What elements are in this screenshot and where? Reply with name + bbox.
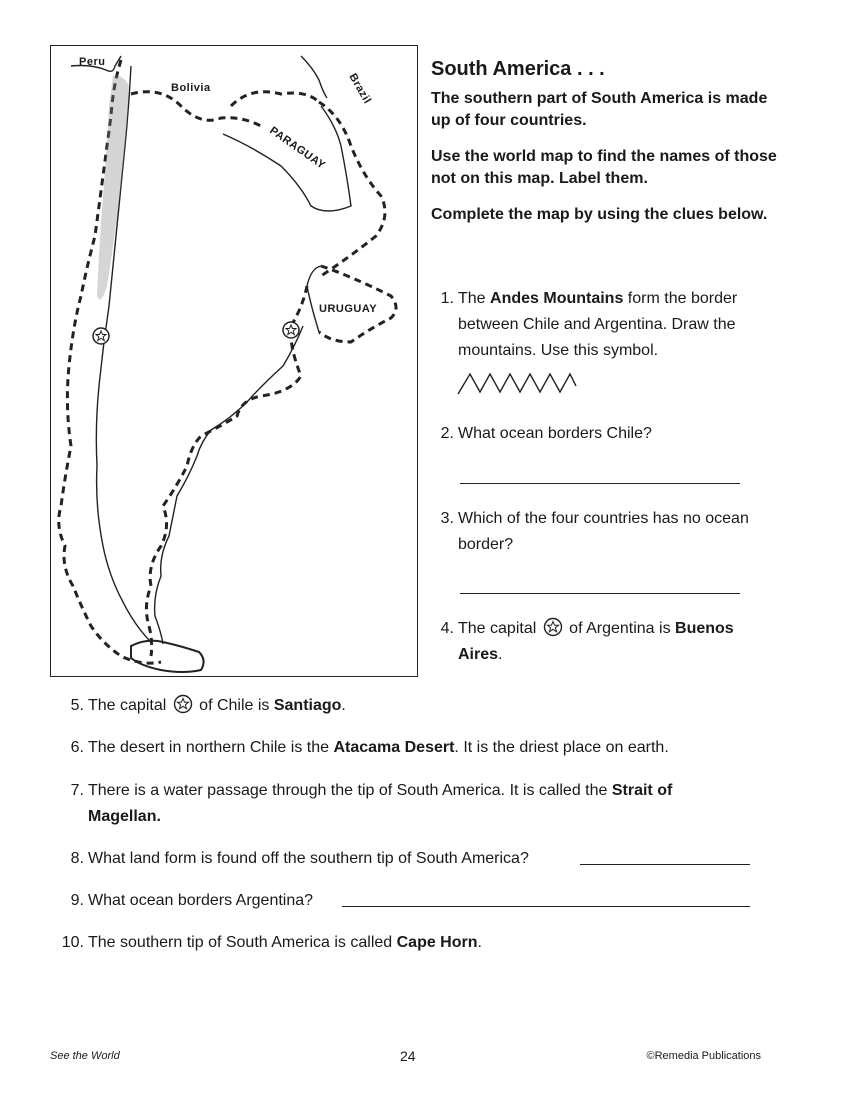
page-title: South America . . . — [431, 58, 605, 80]
label-peru: Peru — [79, 56, 106, 68]
uruguay-west — [307, 266, 321, 332]
intro-paragraph-3: Complete the map by using the clues below. — [431, 206, 768, 223]
capital-star-icon — [543, 617, 563, 637]
label-brazil: Brazil — [346, 71, 374, 107]
argentina-coast — [146, 286, 307, 656]
paraguay-outline — [223, 106, 351, 211]
south-america-map — [51, 46, 418, 677]
bolivia-paraguay-border — [231, 92, 319, 106]
mountain-symbol-icon — [456, 370, 578, 396]
map-frame — [50, 45, 418, 677]
tierra-del-fuego — [131, 641, 204, 672]
answer-line-2[interactable] — [460, 483, 740, 484]
brazil-border — [319, 102, 385, 276]
answer-line-9[interactable] — [342, 906, 750, 907]
intro-paragraph-2: Use the world map to find the names of those not on this map. Label them. — [431, 148, 777, 187]
answer-line-8[interactable] — [580, 864, 750, 865]
label-paraguay: PARAGUAY — [267, 124, 328, 172]
answer-line-3[interactable] — [460, 593, 740, 594]
santiago-capital-icon — [93, 328, 109, 344]
capital-star-icon — [173, 694, 193, 714]
buenos-aires-capital-icon — [283, 322, 299, 338]
intro-paragraph-1: The southern part of South America is made up of four countries. — [431, 90, 768, 129]
label-bolivia: Bolivia — [171, 82, 211, 94]
footer-book-title: See the World — [50, 1050, 120, 1062]
page-number: 24 — [400, 1048, 416, 1064]
instructions-column — [431, 58, 791, 240]
footer-publisher: ©Remedia Publications — [646, 1050, 761, 1062]
label-uruguay: URUGUAY — [319, 303, 378, 315]
brazil-border-line — [301, 56, 327, 98]
